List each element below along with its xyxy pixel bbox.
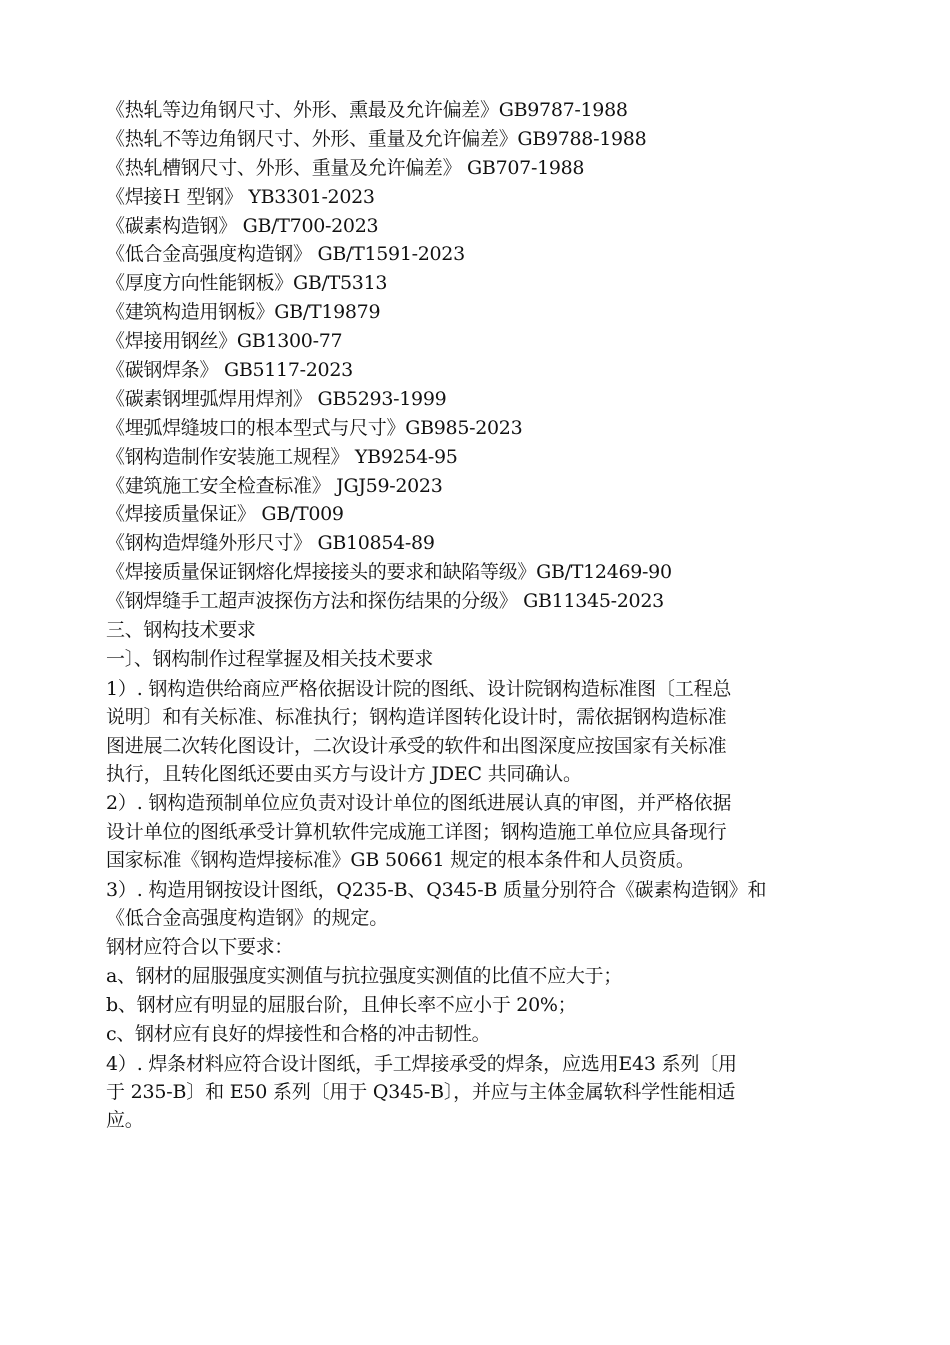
paragraph-line: 国家标准《钢构造焊接标准》GB 50661 规定的根本条件和人员资质。 (106, 849, 695, 872)
standard-item: 《建筑施工安全检查标准》 JGJ59-2023 (106, 474, 443, 497)
paragraph-line: 设计单位的图纸承受计算机软件完成施工详图；钢构造施工单位应具备现行 (106, 820, 727, 843)
standard-item: 《钢焊缝手工超声波探伤方法和探伤结果的分级》 GB11345-2023 (106, 590, 664, 613)
standard-item: 《热轧不等边角钢尺寸、外形、重量及允许偏差》GB9788-1988 (106, 127, 647, 150)
standard-item: 《焊接质量保证钢熔化焊接接头的要求和缺陷等级》GB/T12469-90 (106, 561, 672, 584)
requirement-item: b、钢材应有明显的屈服台阶，且伸长率不应小于 20%； (106, 993, 577, 1016)
subsection-title: 一〕、钢构制作过程掌握及相关技术要求 (106, 647, 434, 670)
paragraph-1 (106, 674, 850, 789)
paragraph-4 (106, 1049, 850, 1135)
standard-item: 《建筑构造用钢板》GB/T19879 (106, 301, 381, 324)
paragraph-3 (106, 875, 850, 933)
standard-item: 《碳素构造钢》 GB/T700-2023 (106, 214, 379, 237)
standard-item: 《焊接用钢丝》GB1300-77 (106, 330, 343, 353)
paragraph-line: 应。 (106, 1109, 144, 1132)
requirement-item: c、钢材应有良好的焊接性和合格的冲击韧性。 (106, 1022, 491, 1045)
paragraph-line: 1）. 钢构造供给商应严格依据设计院的图纸、设计院钢构造标准图〔工程总 (106, 677, 732, 700)
section-title: 三、钢构技术要求 (106, 619, 256, 642)
standard-item: 《热轧等边角钢尺寸、外形、熏最及允许偏差》GB9787-1988 (106, 99, 628, 121)
paragraph-line: 于 235-B〕和 E50 系列〔用于 Q345-B〕，并应与主体金属软科学性能相适 (106, 1080, 736, 1103)
standard-item: 《低合金高强度构造钢》 GB/T1591-2023 (106, 243, 465, 266)
paragraph-line: 《低合金高强度构造钢》的规定。 (106, 907, 389, 930)
requirement-item: a、钢材的屈服强度实测值与抗拉强度实测值的比值不应大于； (106, 964, 622, 987)
requirements-intro: 钢材应符合以下要求： (106, 935, 294, 958)
paragraph-line: 说明〕和有关标准、标准执行；钢构造详图转化设计时，需依据钢构造标准 (106, 706, 727, 729)
standard-item: 《焊接Ｈ 型钢》 YB3301-2023 (106, 185, 375, 208)
paragraph-line: 4）. 焊条材料应符合设计图纸，手工焊接承受的焊条，应选用E43 系列〔用 (106, 1052, 737, 1075)
paragraph-line: 2）. 钢构造预制单位应负责对设计单位的图纸进展认真的审图，并严格依据 (106, 792, 732, 815)
paragraph-line: 图进展二次转化图设计，二次设计承受的软件和出图深度应按国家有关标准 (106, 734, 727, 757)
standard-item: 《焊接质量保证》 GB/T009 (106, 503, 344, 526)
standard-item: 《碳钢焊条》 GB5117-2023 (106, 359, 353, 382)
paragraph-2 (106, 788, 850, 874)
paragraph-line: 执行，且转化图纸还要由买方与设计方 JDEC 共同确认。 (106, 763, 582, 786)
standard-item: 《钢构造制作安装施工规程》 YB9254-95 (106, 445, 458, 468)
standard-item: 《钢构造焊缝外形尺寸》 GB10854-89 (106, 532, 435, 555)
standard-item: 《碳素钢埋弧焊用焊剂》 GB5293-1999 (106, 387, 447, 410)
standard-item: 《厚度方向性能钢板》GB/T5313 (106, 272, 388, 295)
document-page (106, 96, 850, 1135)
paragraph-line: 3）. 构造用钢按设计图纸，Q235-B、Q345-B 质量分别符合《碳素构造钢》和 (106, 878, 767, 901)
standard-item: 《热轧槽钢尺寸、外形、重量及允许偏差》 GB707-1988 (106, 156, 585, 179)
standard-item: 《埋弧焊缝坡口的根本型式与尺寸》GB985-2023 (106, 416, 523, 439)
standards-list (106, 96, 850, 616)
